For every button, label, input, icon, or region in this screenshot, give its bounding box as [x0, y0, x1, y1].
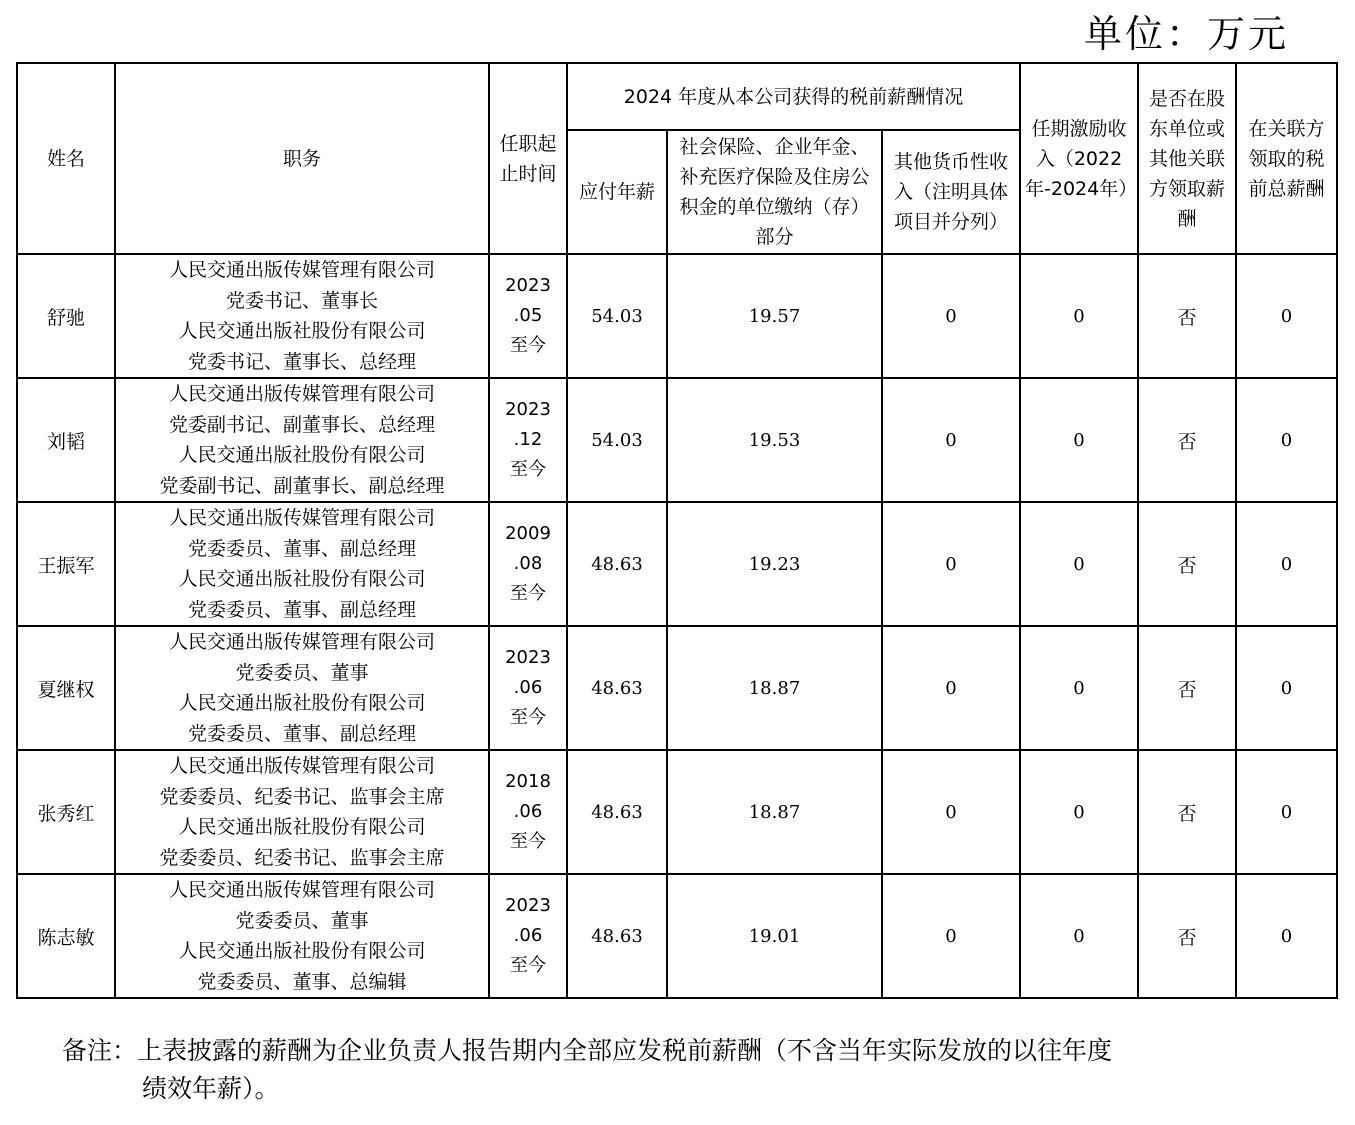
table-row — [17, 502, 1337, 626]
cell-social-insurance: 19.23 — [667, 502, 882, 626]
duty-line: 人民交通出版传媒管理有限公司 — [168, 383, 435, 405]
cell-name: 刘韬 — [17, 378, 115, 502]
header-row-1 — [17, 63, 1337, 130]
cell-shareholder-pay: 否 — [1138, 502, 1236, 626]
duty-line: 党委书记、董事长 — [225, 289, 378, 312]
duty-line: 党委委员、纪委书记、监事会主席 — [159, 846, 445, 869]
header-shareholder-pay: 是否在股东单位或其他关联方领取薪酬 — [1138, 63, 1236, 254]
duty-line: 党委委员、董事 — [235, 909, 369, 932]
header-salary-group: 2024 年度从本公司获得的税前薪酬情况 — [567, 63, 1020, 130]
cell-annual-pay: 54.03 — [567, 378, 667, 502]
duty-line: 人民交通出版社股份有限公司 — [178, 320, 426, 342]
cell-tenure — [489, 502, 567, 626]
header-duty: 职务 — [115, 63, 489, 254]
cell-incentive: 0 — [1020, 254, 1138, 378]
tenure-line: 2018 — [505, 771, 551, 792]
cell-other-income: 0 — [882, 378, 1020, 502]
cell-related-total: 0 — [1236, 626, 1337, 750]
table-body — [17, 254, 1337, 998]
header-related-total: 在关联方领取的税前总薪酬 — [1236, 63, 1337, 254]
duty-line: 人民交通出版社股份有限公司 — [178, 940, 426, 962]
tenure-line: .08 — [513, 553, 543, 574]
compensation-table — [16, 62, 1338, 999]
cell-tenure — [489, 378, 567, 502]
cell-duty — [115, 750, 489, 874]
duty-line: 人民交通出版社股份有限公司 — [178, 444, 426, 466]
cell-shareholder-pay: 否 — [1138, 750, 1236, 874]
header-tenure: 任职起止时间 — [489, 63, 567, 254]
cell-shareholder-pay: 否 — [1138, 626, 1236, 750]
duty-line: 人民交通出版社股份有限公司 — [178, 816, 426, 838]
duty-line: 人民交通出版社股份有限公司 — [178, 568, 426, 590]
tenure-line: 至今 — [510, 707, 546, 728]
cell-incentive: 0 — [1020, 626, 1138, 750]
cell-tenure — [489, 626, 567, 750]
footnote-line-2: 绩效年薪）。 — [142, 1074, 280, 1103]
duty-line: 党委委员、纪委书记、监事会主席 — [159, 785, 445, 808]
tenure-line: .05 — [513, 305, 543, 326]
cell-tenure — [489, 750, 567, 874]
header-annual-pay: 应付年薪 — [567, 130, 667, 254]
cell-related-total: 0 — [1236, 502, 1337, 626]
cell-related-total: 0 — [1236, 378, 1337, 502]
footnote-line-1: 备注：上表披露的薪酬为企业负责人报告期内全部应发税前薪酬（不含当年实际发放的以往年度 — [62, 1036, 1113, 1065]
cell-tenure — [489, 874, 567, 998]
tenure-line: 2023 — [505, 895, 551, 916]
header-social-insurance: 社会保险、企业年金、补充医疗保险及住房公积金的单位缴纳（存）部分 — [667, 130, 882, 254]
cell-incentive: 0 — [1020, 502, 1138, 626]
duty-line: 党委委员、董事、副总经理 — [187, 598, 416, 621]
cell-shareholder-pay: 否 — [1138, 254, 1236, 378]
cell-related-total: 0 — [1236, 874, 1337, 998]
cell-social-insurance: 18.87 — [667, 750, 882, 874]
cell-shareholder-pay: 否 — [1138, 378, 1236, 502]
cell-name: 陈志敏 — [17, 874, 115, 998]
tenure-line: 至今 — [510, 583, 546, 604]
cell-name: 王振军 — [17, 502, 115, 626]
duty-line: 党委委员、董事 — [235, 661, 369, 684]
cell-other-income: 0 — [882, 750, 1020, 874]
duty-line: 党委副书记、副董事长、总经理 — [168, 413, 435, 436]
tenure-line: 至今 — [510, 335, 546, 356]
unit-label: 单位：万元 — [1083, 12, 1289, 56]
cell-tenure — [489, 254, 567, 378]
duty-line: 人民交通出版传媒管理有限公司 — [168, 755, 435, 777]
header-incentive: 任期激励收入（2022年-2024年） — [1020, 63, 1138, 254]
header-name: 姓名 — [17, 63, 115, 254]
tenure-line: 至今 — [510, 955, 546, 976]
table-row — [17, 750, 1337, 874]
cell-annual-pay: 54.03 — [567, 254, 667, 378]
tenure-line: .12 — [513, 429, 543, 450]
duty-line: 人民交通出版传媒管理有限公司 — [168, 507, 435, 529]
tenure-line: .06 — [513, 925, 543, 946]
cell-duty — [115, 378, 489, 502]
cell-incentive: 0 — [1020, 378, 1138, 502]
cell-annual-pay: 48.63 — [567, 750, 667, 874]
cell-duty — [115, 626, 489, 750]
cell-social-insurance: 19.01 — [667, 874, 882, 998]
table-row — [17, 378, 1337, 502]
tenure-line: 2023 — [505, 275, 551, 296]
table-row — [17, 874, 1337, 998]
cell-incentive: 0 — [1020, 750, 1138, 874]
cell-shareholder-pay: 否 — [1138, 874, 1236, 998]
cell-name: 张秀红 — [17, 750, 115, 874]
duty-line: 人民交通出版传媒管理有限公司 — [168, 631, 435, 653]
cell-annual-pay: 48.63 — [567, 626, 667, 750]
cell-annual-pay: 48.63 — [567, 502, 667, 626]
cell-incentive: 0 — [1020, 874, 1138, 998]
tenure-line: 2023 — [505, 399, 551, 420]
cell-duty — [115, 502, 489, 626]
duty-line: 党委委员、董事、总编辑 — [197, 970, 407, 993]
cell-annual-pay: 48.63 — [567, 874, 667, 998]
table-row — [17, 254, 1337, 378]
cell-other-income: 0 — [882, 502, 1020, 626]
tenure-line: .06 — [513, 801, 543, 822]
header-other-income: 其他货币性收入（注明具体项目并分列） — [882, 130, 1020, 254]
cell-related-total: 0 — [1236, 750, 1337, 874]
cell-social-insurance: 18.87 — [667, 626, 882, 750]
cell-duty — [115, 254, 489, 378]
duty-line: 党委副书记、副董事长、副总经理 — [159, 474, 445, 497]
cell-other-income: 0 — [882, 874, 1020, 998]
duty-line: 人民交通出版传媒管理有限公司 — [168, 879, 435, 901]
tenure-line: 至今 — [510, 831, 546, 852]
tenure-line: 2023 — [505, 647, 551, 668]
duty-line: 党委书记、董事长、总经理 — [187, 350, 416, 373]
cell-name: 舒驰 — [17, 254, 115, 378]
tenure-line: 2009 — [505, 523, 551, 544]
footnote — [62, 1032, 1302, 1108]
cell-social-insurance: 19.57 — [667, 254, 882, 378]
cell-other-income: 0 — [882, 254, 1020, 378]
duty-line: 党委委员、董事、副总经理 — [187, 722, 416, 745]
cell-name: 夏继权 — [17, 626, 115, 750]
tenure-line: .06 — [513, 677, 543, 698]
duty-line: 人民交通出版传媒管理有限公司 — [168, 259, 435, 281]
duty-line: 党委委员、董事、副总经理 — [187, 537, 416, 560]
cell-related-total: 0 — [1236, 254, 1337, 378]
cell-other-income: 0 — [882, 626, 1020, 750]
tenure-line: 至今 — [510, 459, 546, 480]
cell-social-insurance: 19.53 — [667, 378, 882, 502]
table-row — [17, 626, 1337, 750]
duty-line: 人民交通出版社股份有限公司 — [178, 692, 426, 714]
cell-duty — [115, 874, 489, 998]
